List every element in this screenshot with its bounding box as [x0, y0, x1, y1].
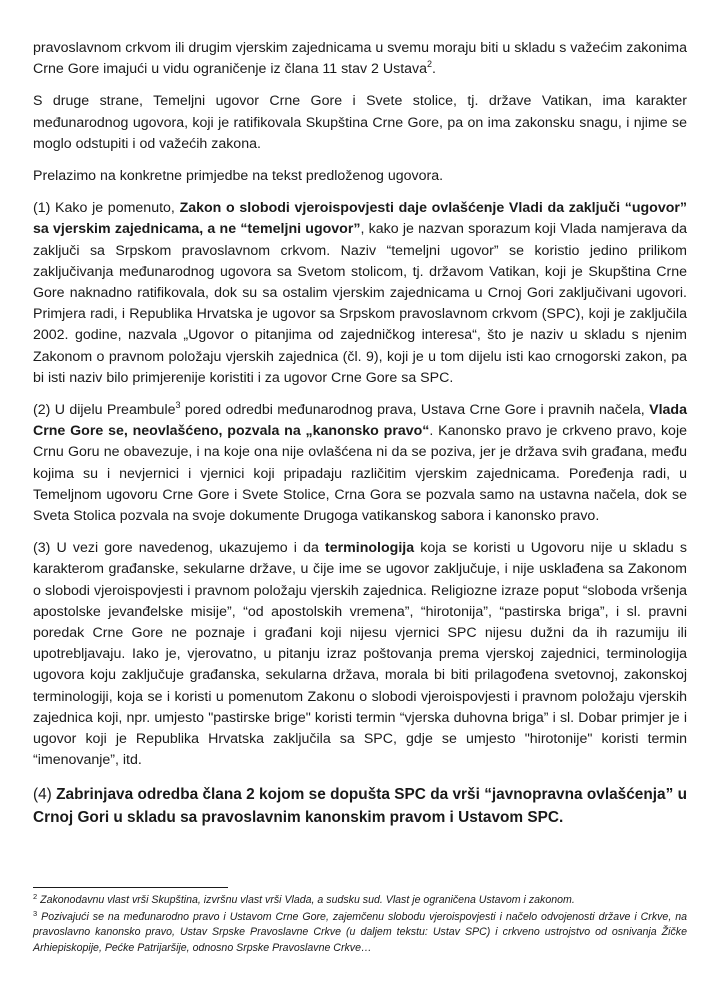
document-body — [33, 38, 687, 840]
footnote-number: 3 — [33, 908, 38, 918]
footnote-number: 2 — [33, 892, 38, 901]
paragraph-remark-1: (1) Kako je pomenuto, Zakon o slobodi vjeroispovjesti daje ovlašćenje Vladi da zaključi “ugovor” sa vjerskim zajednicama, a ne “temeljni ugovor”, kako je nazvan sporazum koji Vlada namjerava da zaključi sa Srpskom pravoslavnom crkvom. Naziv “temeljni ugovor” se koristio jedino prilikom zaključivanja međunarodnog ugovora sa Svetom stolicom, tj. državom Vatikan, koji je Skupština Crne Gore naknadno ratifikovala, dok su sa ostalim vjerskim zajednicama u Crnoj Gori zaključivani ugovori. Primjera radi, i Republika Hrvatska je ugovor sa Srpskom pravoslavnom crkvom (SPC), koji je zaključila 2002. godine, nazvala „Ugovor o pitanjima od zajedničkog interesa“, što je naziv u skladu s njenim Zakonom o pravnom položaju vjerskih zajednica (čl. 9), koji je u tom dijelu isti kao crnogorski zakon, pa bi isti naziv bilo primjerenije koristiti i za ugovor Crne Gore sa SPC. — [33, 200, 688, 386]
paragraph-temeljni-ugovor-vatikan: S druge strane, Temeljni ugovor Crne Gore i Svete stolice, tj. države Vatikan, ima karakter međunarodnog ugovora, koji je ratifikovala Skupština Crne Gore, pa on ima zakonsku snagu, i njime se moglo odstupiti i od važećih zakona. — [33, 93, 687, 152]
bold-statement-4: Zabrinjava odredba člana 2 kojom se dopušta SPC da vrši “javnopravna ovlašćenja” u Crnoj Gori u skladu sa pravoslavnim kanonskim pravom i Ustavom SPC. — [33, 785, 687, 826]
bold-statement-2: Vlada Crne Gore se, neovlašćeno, pozvala na „kanonsko pravo“ — [33, 402, 687, 440]
paragraph-continuation: pravoslavnom crkvom ili drugim vjerskim zajednicama u svemu moraju biti u skladu s važećim zakonima Crne Gore imajući u vidu ograničenje iz člana 11 stav 2 Ustava$^2$. — [33, 40, 687, 78]
footnote-2: $^2$ Zakonodavnu vlast vrši Skupština, izvršnu vlast vrši Vlada, a sudsku sud. Vlast je ograničena Ustavom i zakonom. — [33, 892, 575, 906]
bold-statement-1: Zakon o slobodi vjeroispovjesti daje ovlašćenje Vladi da zaključi “ugovor” sa vjerskim zajednicama, a ne “temeljni ugovor” — [33, 200, 687, 238]
footnote-3: $^3$ Pozivajući se na međunarodno pravo i Ustavom Crne Gore, zajemčenu slobodu vjeroispovjesti i načelo odvojenosti države i Crkve, na pravoslavno kanonsko pravo, Ustav Srpske Pravoslavne Crkve (u daljem tekstu: Ustav SPC) i crkveno ustrojstvo od osnivanja Žičke Arhiepiskopije, Pećke Patrijaršije, odnosno Srpske Pravoslavne Crkve… — [33, 908, 687, 954]
footnotes — [33, 893, 687, 957]
footnote-ref-3[interactable]: 3 — [175, 400, 181, 411]
bold-term-terminologija: terminologija — [325, 540, 415, 557]
paragraph-intro-primjedbe: Prelazimo na konkretne primjedbe na tekst predloženog ugovora. — [33, 168, 444, 185]
paragraph-remark-3: (3) U vezi gore navedenog, ukazujemo i da terminologija koja se koristi u Ugovoru nije u skladu s karakterom građanske, sekularne države, u čije ime se ugovor zaključuje, i nije usklađena sa Zakonom o slobodi vjeroispovjesti i pravnom položaju vjerskih zajednica. Religiozne izraze poput “sloboda vršenja apostolske jevanđelske misije”, “od apostolskih vremena”, “hirotonija”, “pastirska briga”, i sl. pravni poredak Crne Gore ne poznaje i građani koji nijesu vjernici SPC nijesu dužni da ih razumiju ili upotrebljavaju. Iako je, vjerovatno, u pitanju izraz poštovanja prema vjerskoj zajednici, terminologija ugovora koju zaključuje građanska, sekularna država, morala bi biti prilagođena svetovnoj, zakonskoj terminologiji, koja se i koristi u pomenutom Zakonu o slobodi vjeroispovjesti i pravnom položaju vjerskih zajednica koji, npr. umjesto "pastirske brige" koristi termin “vjerska duhovna briga” i sl. Dobar primjer je i ugovor koji je Republika Hrvatska zaključila sa SPC, gdje se umjesto "hirotonije" koristi termin “imenovanje”, itd. — [33, 540, 687, 769]
footnote-divider — [33, 887, 228, 888]
paragraph-remark-4: (4) Zabrinjava odredba člana 2 kojom se dopušta SPC da vrši “javnopravna ovlašćenja” u Crnoj Gori u skladu sa pravoslavnim kanonskim pravom i Ustavom SPC. — [33, 785, 687, 826]
paragraph-remark-2: (2) U dijelu Preambule$^3$ pored odredbi međunarodnog prava, Ustava Crne Gore i pravnih načela, Vlada Crne Gore se, neovlašćeno, pozvala na „kanonsko pravo“. Kanonsko pravo je crkveno pravo, koje Crnu Goru ne obavezuje, i na koje ona nije ovlašćena ni da se poziva, jer je država svih građana, među kojima su i nevjernici i vjernici koji pripadaju različitim vjerskim zajednicama. Poređenja radi, u Temeljnom ugovoru Crne Gore i Svete Stolice, Crna Gora se pozvala samo na ustavna načela, dok se Sveta Stolica pozvala na svoje dokumente Drugoga vatikanskog sabora i kanonsko pravo. — [33, 400, 687, 525]
footnote-ref-2[interactable]: 2 — [427, 59, 433, 70]
